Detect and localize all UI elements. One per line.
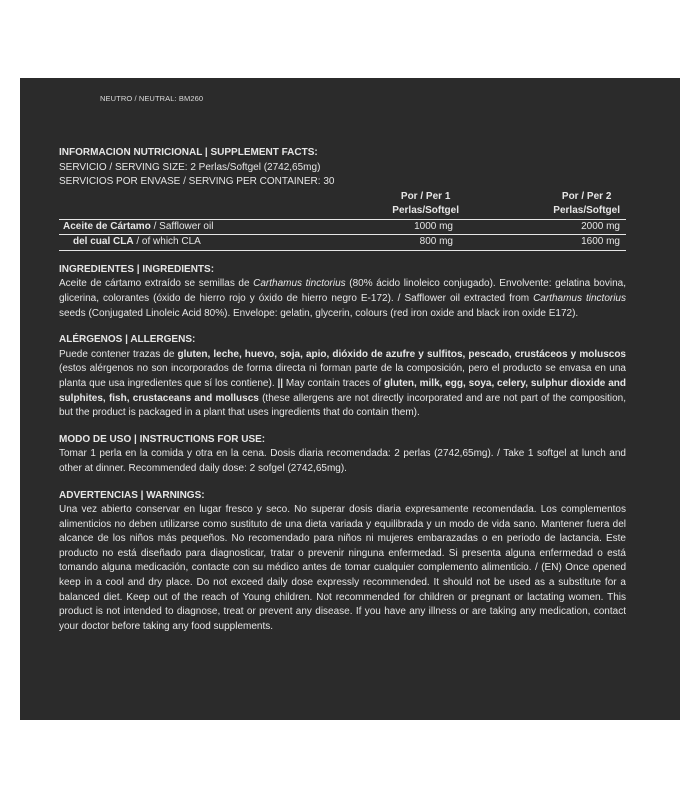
table-row — [59, 235, 626, 251]
supplement-facts-table — [59, 190, 626, 251]
allergens-text: Puede contener trazas de gluten, leche, huevo, soja, apio, dióxido de azufre y sulfitos, pescado, crustáceos y moluscos (estos alérgenos no son incorporados de forma directa ni forman parte de la composición, pero el producto se envasa en una planta que usa ingredientes que sí los contiene). || May contain traces of gluten, milk, egg, soya, celery, sulphur dioxide and sulphites, fish, crustaceans and molluscs (these allergens are not directly incorporated and are not part of the composition, but the product is packaged in a plant that uses ingredients that do contain them). — [59, 348, 627, 419]
warnings-text: Una vez abierto conservar en lugar fresco y seco. No superar dosis diaria expresamente recomendada. Los complementos alimenticios no deben utilizarse como sustituto de una dieta variada y equilibrada y un modo de vida sano. Mantener fuera del alcance de los niños más pequeños. No recomendado para niños ni mujeres embarazadas o en periodo de lactancia. Este producto no está diseñado para diagnosticar, tratar o prevenir ninguna enfermedad. Si presenta alguna enfermedad o está tomando alguna medicación, contacte con su médico antes de tomar cualquier complemento alimenticio. / (EN) Once opened keep in a cool and dry place. Do not exceed daily dose expressly recommended. It should not be used as a substitute for a balanced diet. Keep out of the reach of Young children. Not recommended for children or pregnant or lactating women. This product is not intended to diagnose, treat or prevent any disease. If you have any illness or are taking any medication, contact your doctor before taking any food supplements. — [59, 504, 626, 632]
ingredients-text: Aceite de cártamo extraído se semillas de Carthamus tinctorius (80% ácido linoleico conjugado). Envolvente: gelatina bovina, glicerina, colorantes (óxido de hierro rojo y óxido de hierro negro E-172). / Safflower oil extracted from Carthamus tinctorius seeds (Conjugated Linoleic Acid 80%). Envelope: gelatin, glycerin, colours (red iron oxide and black iron oxide E172). — [59, 278, 626, 319]
warnings-title: ADVERTENCIAS | WARNINGS: — [59, 489, 205, 501]
col-per-1-header: Por / Per 1 Perlas/Softgel — [309, 190, 459, 220]
serving-size: SERVICIO / SERVING SIZE: 2 Perlas/Softgel (2742,65mg) — [59, 161, 321, 173]
table-row — [59, 219, 626, 235]
row-label: del cual CLA / of which CLA — [59, 235, 309, 251]
product-code: NEUTRO / NEUTRAL: BM260 — [100, 94, 204, 103]
usage-title: MODO DE USO | INSTRUCTIONS FOR USE: — [59, 433, 266, 445]
ingredients-title: INGREDIENTES | INGREDIENTS: — [59, 263, 215, 275]
table-header-row — [59, 190, 626, 220]
allergens-title: ALÉRGENOS | ALLERGENS: — [59, 334, 196, 346]
col-per-2-header: Por / Per 2 Perlas/Softgel — [459, 190, 626, 220]
per1-value: 800 mg — [309, 235, 459, 251]
usage-text: Tomar 1 perla en la comida y otra en la cena. Dosis diaria recomendada: 2 perlas (2742,65mg). / Take 1 softgel at lunch and other at dinner. Recommended daily dose: 2 sofgel (2742,65mg). — [59, 448, 626, 474]
facts-title: INFORMACION NUTRICIONAL | SUPPLEMENT FACTS: — [59, 147, 318, 158]
servings-per-container: SERVICIOS POR ENVASE / SERVING PER CONTAINER: 30 — [59, 176, 335, 188]
label-content — [59, 146, 626, 634]
per2-value: 2000 mg — [459, 219, 626, 235]
per1-value: 1000 mg — [309, 219, 459, 235]
per2-value: 1600 mg — [459, 235, 626, 251]
label-panel — [20, 78, 680, 720]
row-label: Aceite de Cártamo / Safflower oil — [59, 219, 309, 235]
